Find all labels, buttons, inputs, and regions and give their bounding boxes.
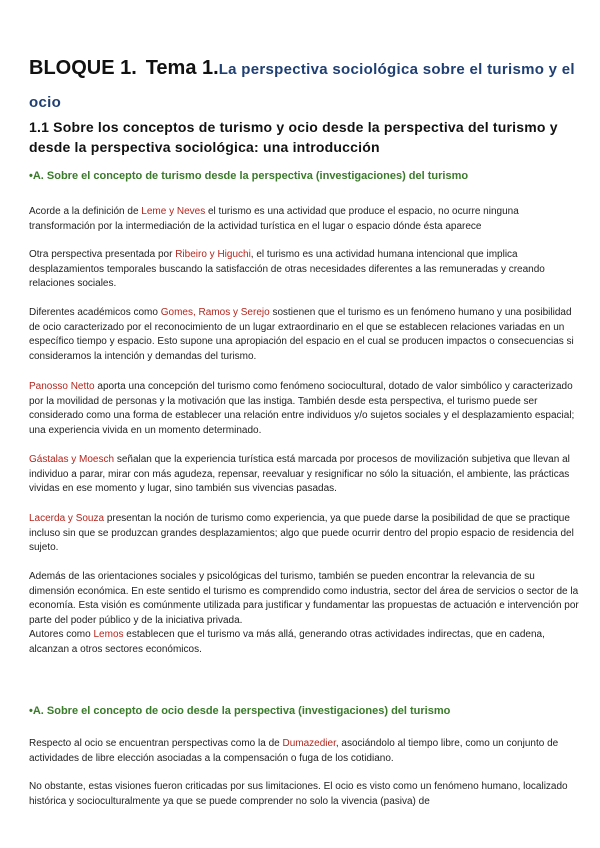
paragraph (29, 380, 581, 438)
author-name: Panosso Netto (29, 381, 95, 392)
paragraph-text: , el turismo es una actividad humana intencional que implica desplazamientos temporales buscando la satisfacción de otras necesidades diferentes a las remuneradas y creando relaciones sociales. (29, 249, 545, 289)
paragraph-text: Acorde a la definición de (29, 206, 142, 217)
paragraph (29, 570, 581, 628)
paragraph-text: Además de las orientaciones sociales y psicológicas del turismo, también se pueden encontrar la relevancia de su dimensión económica. En este sentido el turismo es comprendido como industria, sector del área de servicios o sector de la economía. Esta visión es comúnmente utilizada para justificar y fundamentar las propuestas de actuación e intervención por parte del poder público y de la iniciativa privada. (29, 571, 579, 626)
paragraph-text: aporta una concepción del turismo como fenómeno sociocultural, dotado de valor simbólico y caracterizado por la movilidad de personas y la motivación que las instiga. También desde esta perspectiva, el turismo puede ser considerado como una forma de establecer una relación entre individuos y/o sujetos sociales y el desplazamiento espacial; una experiencia vivida en un momento determinado. (29, 381, 575, 436)
bloque-label: BLOQUE 1. (29, 57, 137, 79)
paragraph-text: sostienen que el turismo es un fenómeno humano y una posibilidad de ocio caracterizado por el reconocimiento de un lugar extraordinario en el que se establecen relaciones variadas en un específico tiempo y espacio. Esto supone una apropiación del espacio en el cual se producen impactos o consecuencias si consideramos la intención y demandas del turismo. (29, 307, 574, 362)
author-name: Lemos (93, 629, 124, 640)
paragraph (29, 737, 581, 766)
paragraph (29, 780, 581, 809)
paragraph-text: establecen que el turismo va más allá, generando otras actividades indirectas, que en cadena, alcanzan a otros sectores económicos. (29, 629, 545, 655)
subsection-title-turismo: •A. Sobre el concepto de turismo desde la perspectiva (investigaciones) del turismo (29, 170, 469, 182)
section-title: 1.1 Sobre los conceptos de turismo y ocio desde la perspectiva del turismo y desde la perspectiva sociológica: una introducción (29, 119, 558, 155)
author-name: Gomes, Ramos y Serejo (160, 307, 270, 318)
subsection-title-ocio: •A. Sobre el concepto de ocio desde la perspectiva (investigaciones) del turismo (29, 705, 451, 717)
author-name: Dumazedier (282, 738, 336, 749)
paragraph-text: No obstante, estas visiones fueron criticadas por sus limitaciones. El ocio es visto como un fenómeno humano, localizado histórica y socioculturalmente ya que se puede comprender no solo la vivencia (pasiva) de (29, 781, 568, 807)
paragraph (29, 306, 581, 364)
paragraph-text: Autores como (29, 629, 94, 640)
document-heading (29, 50, 584, 116)
paragraph-text: el turismo es una actividad que produce el espacio, no ocurre ninguna transformación por la intermediación de la actividad turística en el lugar o espacio dónde ésta aparece (29, 206, 519, 232)
paragraph (29, 512, 581, 556)
heading-subtitle: La perspectiva sociológica sobre el turismo y el ocio (29, 61, 575, 111)
author-name: Ribeiro y Higuchi (175, 249, 251, 260)
author-name: Gástalas y Moesch (29, 454, 115, 465)
paragraph-text: Diferentes académicos como (29, 307, 161, 318)
paragraph (29, 205, 581, 234)
paragraph (29, 628, 581, 657)
paragraph (29, 453, 581, 497)
paragraph-text: presentan la noción de turismo como experiencia, ya que puede darse la posibilidad de que se practique incluso sin que se produzcan grandes desplazamientos; algo que puede ocurrir dentro del propio espacio de residencia del sujeto. (29, 513, 574, 553)
paragraph-text: , asociándolo al tiempo libre, como un conjunto de actividades de libre elección asociadas a la compensación o fuga de los cotidiano. (29, 738, 559, 764)
tema-label: Tema 1. (145, 57, 219, 79)
author-name: Leme y Neves (141, 206, 206, 217)
paragraph-text: señalan que la experiencia turística está marcada por procesos de movilización subjetiva que llevan al individuo a parar, mirar con más agudeza, repensar, reevaluar y resignificar no sólo la situación, el ambiente, las prácticas vividas en ese momento y lugar, sino también sus vivencias pasadas. (29, 454, 570, 494)
paragraph-text: Otra perspectiva presentada por (29, 249, 176, 260)
paragraph (29, 248, 581, 292)
author-name: Lacerda y Souza (29, 513, 105, 524)
paragraph-text: Respecto al ocio se encuentran perspectivas como la de (29, 738, 283, 749)
